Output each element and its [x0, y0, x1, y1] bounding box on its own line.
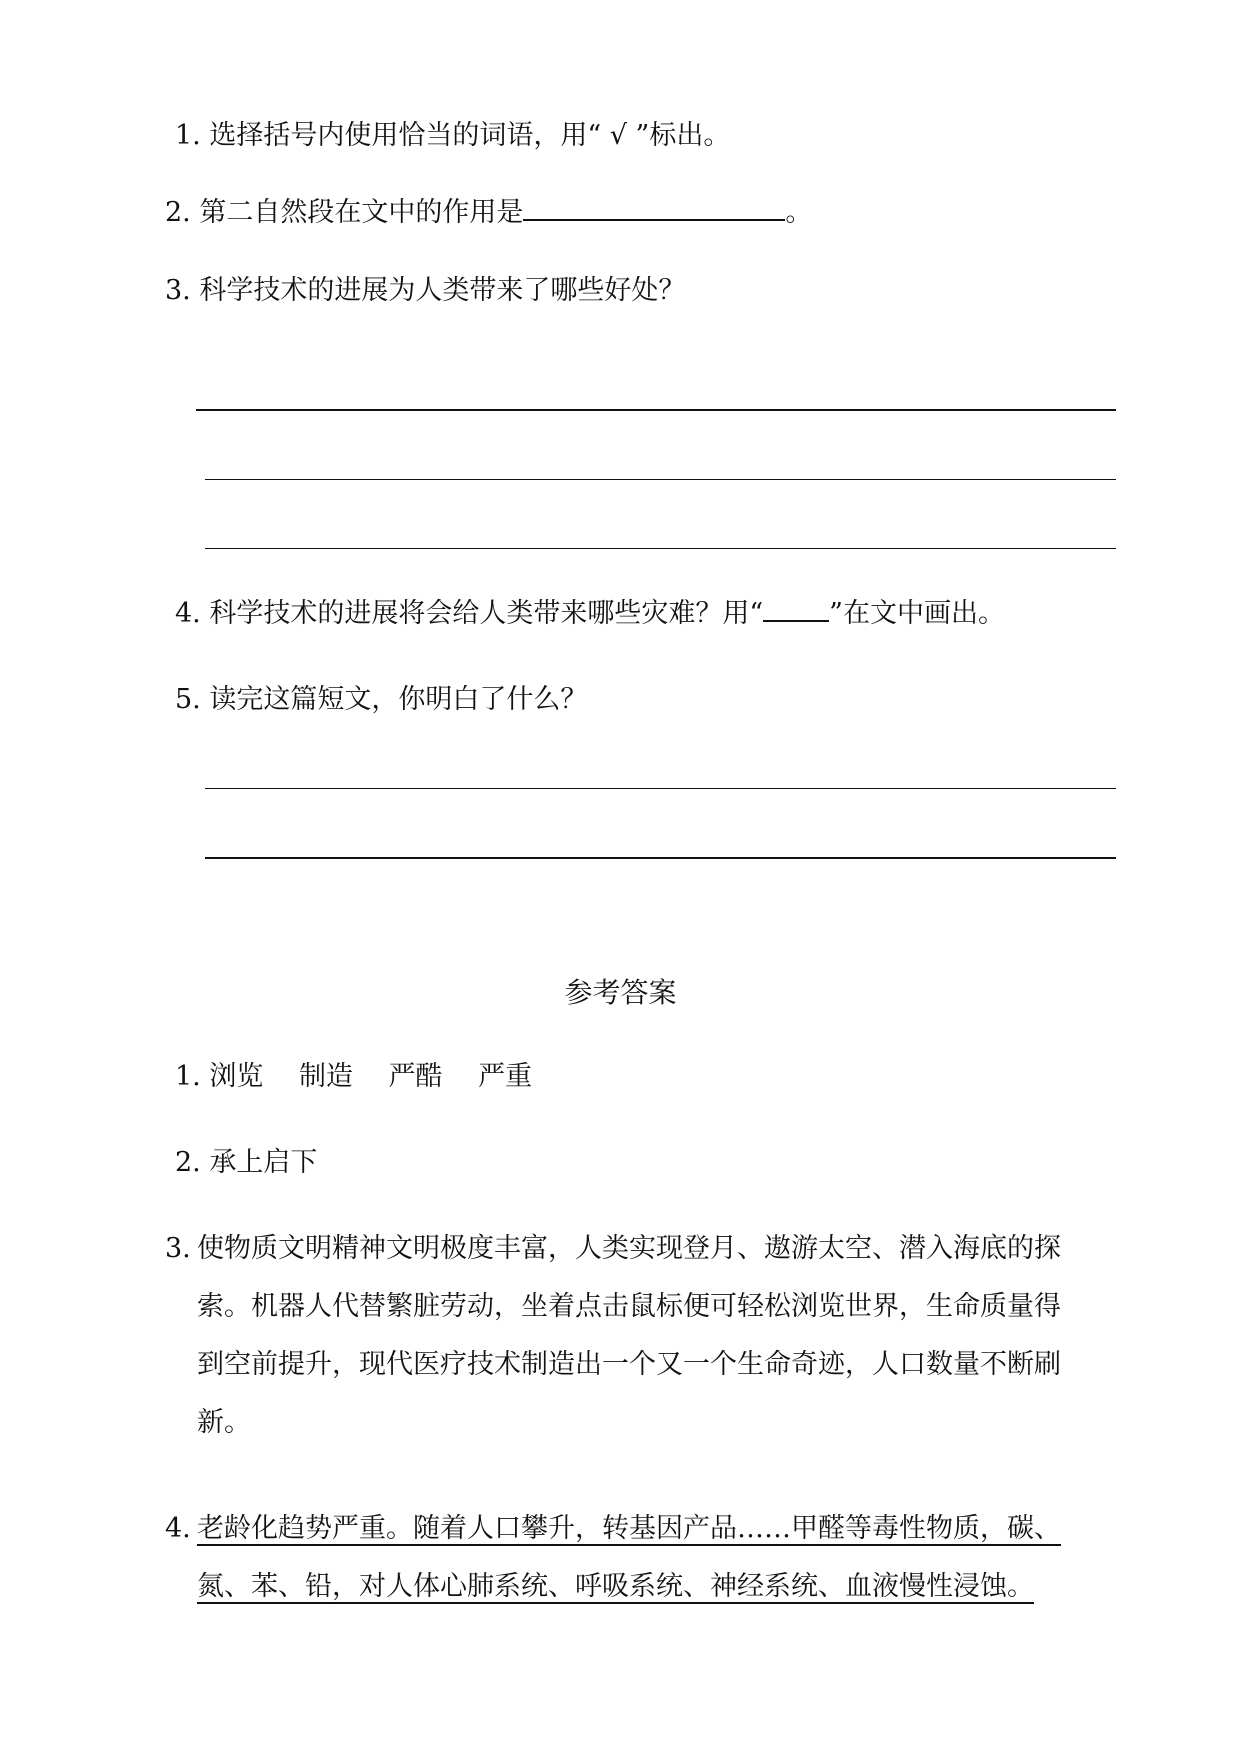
- answer-number: 2.: [175, 1147, 201, 1178]
- answers-title: 参考答案: [564, 976, 677, 1009]
- answer-3: [197, 1220, 1127, 1452]
- question-text: 选择括号内使用恰当的词语，用“ √ ”标出。: [209, 120, 731, 151]
- answer-line[interactable]: [205, 857, 1116, 859]
- question-number: 4.: [175, 598, 201, 629]
- question-number: 1.: [175, 120, 201, 151]
- answer-2: [175, 1145, 317, 1181]
- answer-line-text: 到空前提升，现代医疗技术制造出一个又一个生命奇迹，人口数量不断刷: [197, 1349, 1061, 1380]
- question-number: 3.: [165, 275, 191, 306]
- question-number: 2.: [165, 197, 191, 228]
- question-text: 科学技术的进展为人类带来了哪些好处？: [199, 275, 686, 306]
- answer-line[interactable]: [205, 788, 1116, 789]
- answer-line[interactable]: [205, 479, 1116, 480]
- answer-3-number: 3.: [165, 1233, 191, 1264]
- underline-sample: [763, 596, 829, 622]
- answer-text: 承上启下: [209, 1147, 318, 1178]
- question-1: [175, 118, 730, 154]
- question-2: [165, 195, 812, 231]
- question-number: 5.: [175, 684, 201, 715]
- answer-line-text: 新。: [197, 1407, 251, 1438]
- answer-line-text: 使物质文明精神文明极度丰富，人类实现登月、遨游太空、潜入海底的探: [197, 1233, 1061, 1264]
- answer-line[interactable]: [196, 409, 1116, 411]
- question-4: [175, 596, 1005, 632]
- question-text-end: 。: [785, 197, 813, 228]
- question-text: 第二自然段在文中的作用是: [199, 197, 524, 228]
- underlined-answer-text: 氮、苯、铅，对人体心肺系统、呼吸系统、神经系统、血液慢性浸蚀。: [197, 1571, 1034, 1602]
- answer-1: [175, 1059, 532, 1095]
- answer-line[interactable]: [205, 548, 1116, 549]
- question-3: [165, 273, 685, 309]
- answer-4: [197, 1500, 1157, 1616]
- answer-line-text: 索。机器人代替繁脏劳动，坐着点击鼠标便可轻松浏览世界，生命质量得: [197, 1291, 1061, 1322]
- answer-number: 1.: [175, 1061, 201, 1092]
- question-text-end: ”在文中画出。: [829, 598, 1005, 629]
- question-text: 读完这篇短文，你明白了什么？: [209, 684, 588, 715]
- underlined-answer-text: 老龄化趋势严重。随着人口攀升，转基因产品……甲醛等毒性物质，碳、: [197, 1513, 1061, 1544]
- answer-text: 浏览 制造 严酷 严重: [209, 1061, 533, 1092]
- question-5: [175, 682, 587, 718]
- answer-4-number: 4.: [165, 1513, 191, 1544]
- fill-blank[interactable]: [523, 195, 785, 221]
- question-text: 科学技术的进展将会给人类带来哪些灾难？用“: [209, 598, 764, 629]
